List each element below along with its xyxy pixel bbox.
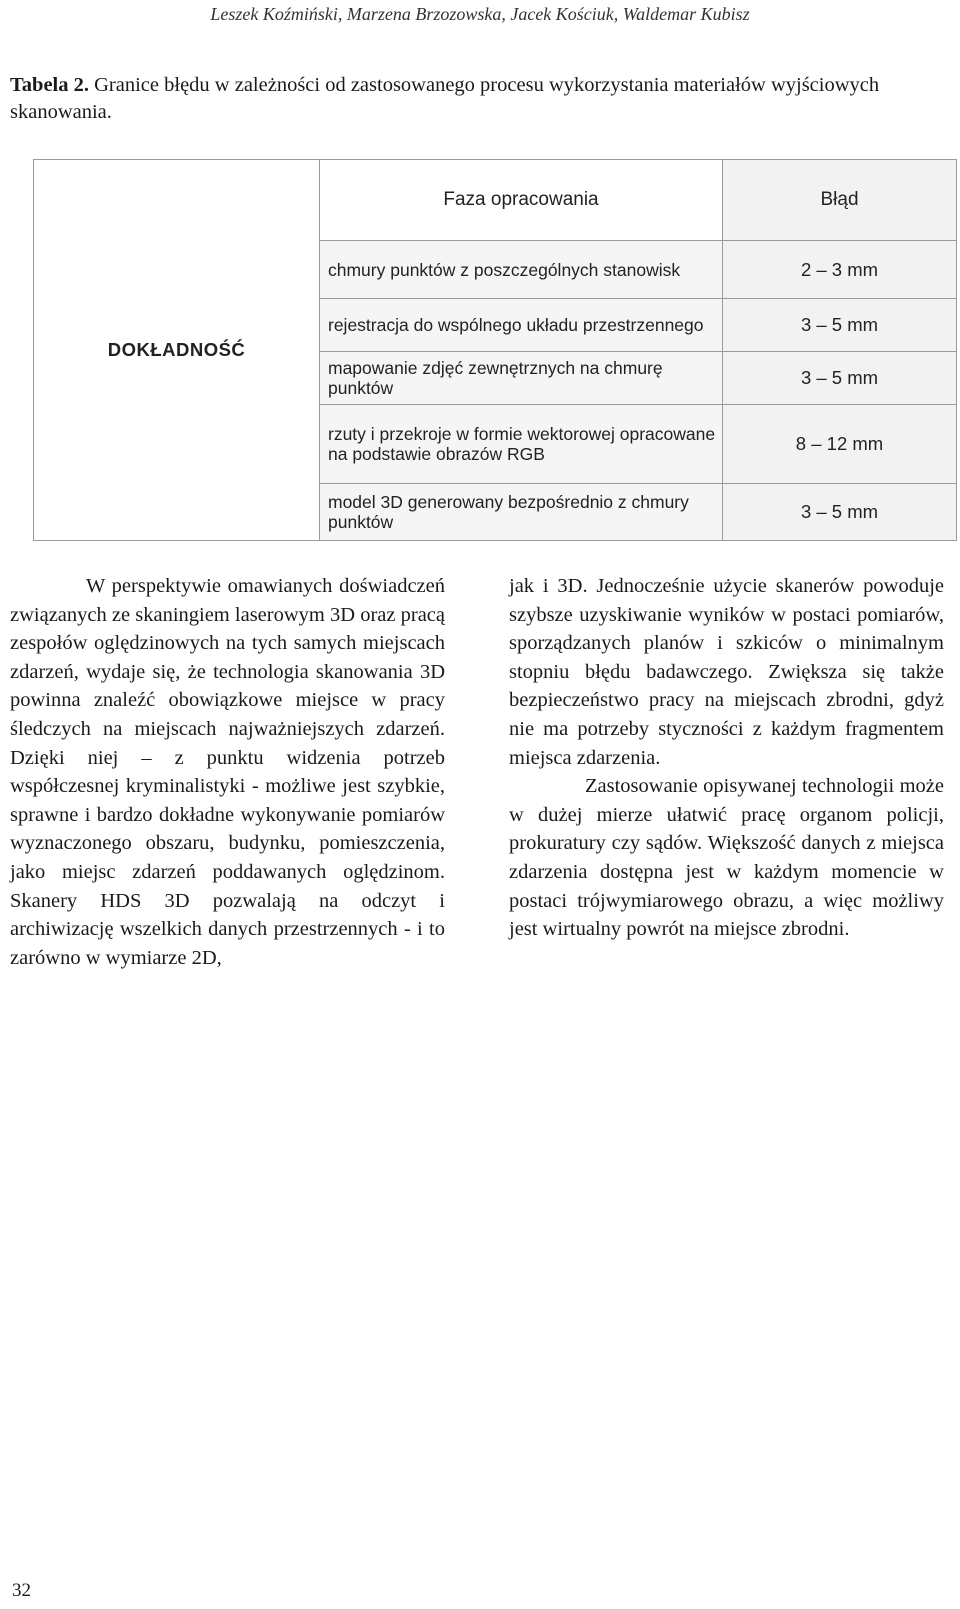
error-table (33, 159, 957, 541)
left-column (10, 572, 445, 972)
phase-cell: rejestracja do wspólnego układu przestrzennego (320, 299, 723, 352)
error-cell: 3 – 5 mm (723, 352, 957, 405)
paragraph: jak i 3D. Jednocześnie użycie skanerów powoduje szybsze uzyskiwanie wyników w postaci pomiarów, sporządzanych planów i szkiców o minimalnym stopniu błędu badawczego. Zwiększa się także bezpieczeństwo pracy na miejscach zbrodni, gdyż nie ma potrzeby styczności z każdym fragmentem miejsca zdarzenia. (509, 575, 944, 769)
col-header-phase: Faza opracowania (320, 160, 723, 241)
paragraph: W perspektywie omawianych doświadczeń związanych ze skaningiem laserowym 3D oraz pracą zespołów oględzinowych na tych samych miejscach zdarzeń, wydaje się, że technologia skanowania 3D powinna znaleźć obowiązkowe miejsce w pracy śledczych na miejscach najważniejszych zdarzeń. Dzięki niej – z punktu widzenia potrzeb współczesnej kryminalistyki - możliwe jest szybkie, sprawne i bardzo dokładne wykonywanie pomiarów wyznaczonego obszaru, budynku, pomieszczenia, jako miejsc zdarzeń poddawanych oględzinom. Skanery HDS 3D pozwalają na odczyt i archiwizację wszelkich danych przestrzennych - i to zarówno w wymiarze 2D, (10, 575, 445, 969)
paragraph: Zastosowanie opisywanej technologii może w dużej mierze ułatwić pracę organom policji, prokuratury czy sądów. Większość danych z miejsca zdarzenia dostępna jest w każdym momencie w postaci trójwymiarowego obrazu, a więc możliwy jest wirtualny powrót na miejsce zbrodni. (509, 775, 944, 941)
error-cell: 3 – 5 mm (723, 299, 957, 352)
row-header-cell (34, 160, 320, 541)
right-column (509, 572, 944, 944)
phase-cell: mapowanie zdjęć zewnętrznych na chmurę punktów (320, 352, 723, 405)
error-cell: 8 – 12 mm (723, 405, 957, 484)
phase-cell: rzuty i przekroje w formie wektorowej opracowane na podstawie obrazów RGB (320, 405, 723, 484)
phase-cell: chmury punktów z poszczególnych stanowisk (320, 241, 723, 299)
page-number: 32 (12, 1580, 31, 1601)
phase-cell: model 3D generowany bezpośrednio z chmury punktów (320, 484, 723, 541)
error-cell: 3 – 5 mm (723, 484, 957, 541)
table-header-row (34, 160, 957, 241)
error-cell: 2 – 3 mm (723, 241, 957, 299)
table-caption-label: Tabela 2. (10, 74, 89, 96)
col-header-error: Błąd (723, 160, 957, 241)
table-caption (10, 72, 945, 126)
table-caption-text: Granice błędu w zależności od zastosowanego procesu wykorzystania materiałów wyjściowych skanowania. (10, 74, 880, 123)
row-header-label: DOKŁADNOŚĆ (107, 339, 246, 360)
running-head: Leszek Koźmiński, Marzena Brzozowska, Jacek Kościuk, Waldemar Kubisz (210, 4, 750, 24)
